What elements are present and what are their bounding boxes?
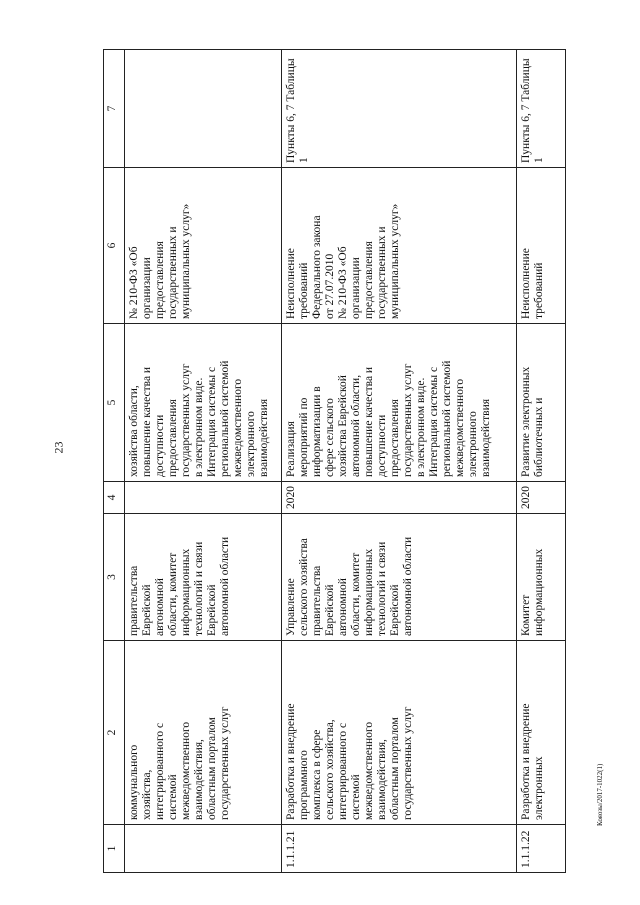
page-number: 23 — [51, 441, 66, 454]
header-row — [104, 50, 125, 873]
header-col-1: 1 — [104, 825, 125, 873]
indicator-link — [125, 50, 282, 168]
header-col-7: 7 — [104, 50, 125, 168]
measures-table — [103, 49, 566, 873]
measure-name: коммунального хозяйства, интегрированного с системой межведомственного взаимодействия, областным порталом государственных услуг — [125, 641, 282, 825]
consequence: Неисполнение требований — [517, 168, 566, 324]
expected-result: Реализация мероприятий по информатизации в сфере сельского хозяйства Еврейской автономной области, повышение качества и доступности предоставления государственных услуг в электронном виде. Интеграция системы с региональной системой межведомственного электронного взаимодействия — [282, 324, 517, 482]
table-row — [282, 50, 517, 873]
header-col-4: 4 — [104, 482, 125, 514]
consequence: № 210-ФЗ «Об организации предоставления государственных и муниципальных услуг» — [125, 168, 282, 324]
measure-name: Разработка и внедрение электронных — [517, 641, 566, 825]
executor: Комитет информационных — [517, 514, 566, 641]
executor: Управление сельского хозяйства правительства Еврейской автономной области, комитет информационных технологий и связи Еврейской автономной области — [282, 514, 517, 641]
row-number — [125, 825, 282, 873]
row-number: 1.1.1.21 — [282, 825, 517, 873]
table-row — [125, 50, 282, 873]
executor: правительства Еврейской автономной области, комитет информационных технологий и связи Еврейской автономной области — [125, 514, 282, 641]
indicator-link: Пункты 6, 7 Таблицы 1 — [517, 50, 566, 168]
header-col-5: 5 — [104, 324, 125, 482]
header-col-6: 6 — [104, 168, 125, 324]
row-number: 1.1.1.22 — [517, 825, 566, 873]
expected-result: Развитие электронных библиотечных и — [517, 324, 566, 482]
header-col-2: 2 — [104, 641, 125, 825]
header-col-3: 3 — [104, 514, 125, 641]
rotated-table-container — [103, 50, 583, 873]
year: 2020 — [517, 482, 566, 514]
table-row — [517, 50, 566, 873]
year: 2020 — [282, 482, 517, 514]
measure-name: Разработка и внедрение программного комплекса в сфере сельского хозяйства, интегрированного с системой межведомственного взаимодействия, областным порталом государственных услуг — [282, 641, 517, 825]
year — [125, 482, 282, 514]
consequence: Неисполнение требований Федерального закона от 27.07.2010 № 210-ФЗ «Об организации предоставления государственных и муниципальных услуг» — [282, 168, 517, 324]
expected-result: хозяйства области, повышение качества и доступности предоставления государственных услуг в электронном виде. Интеграция системы с региональной системой межведомственного электронного взаимодействия — [125, 324, 282, 482]
indicator-link: Пункты 6, 7 Таблицы 1 — [282, 50, 517, 168]
document-code: Кояозы/2017-1022(1) — [596, 763, 604, 826]
